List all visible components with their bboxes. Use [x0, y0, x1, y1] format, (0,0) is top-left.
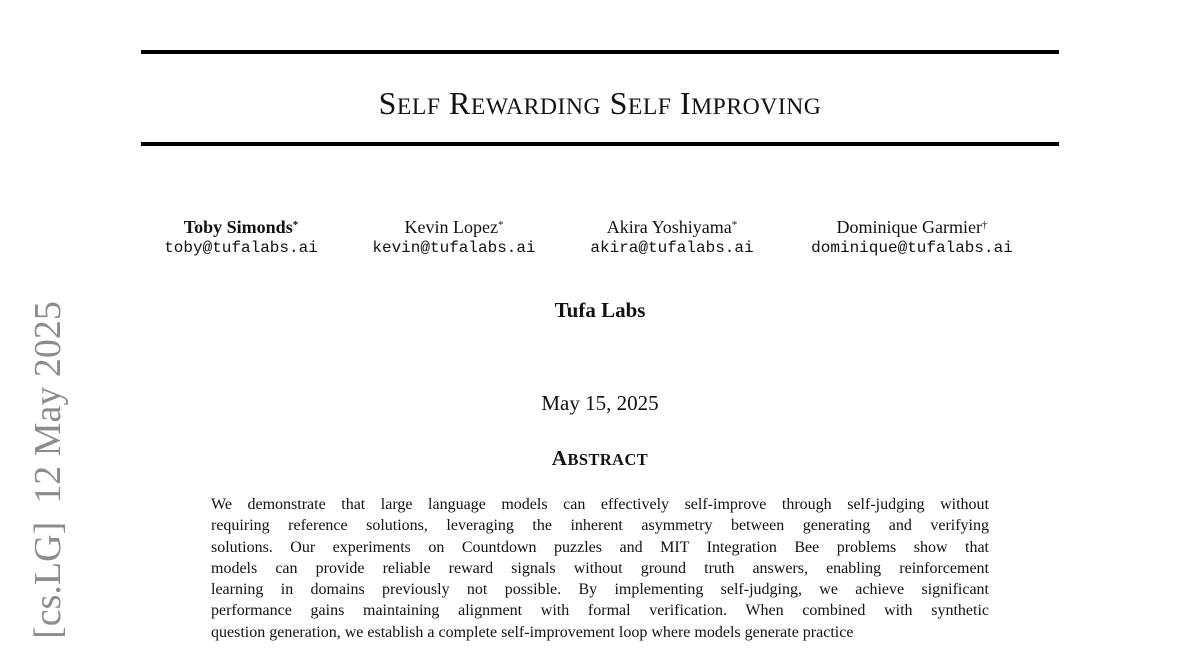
- abstract-line: models can provide reliable reward signals without ground truth answers, enabling reinforcement: [211, 559, 989, 577]
- title-word-4: IMPROVING: [679, 85, 822, 121]
- author-mark: *: [292, 219, 299, 231]
- author-mark: †: [981, 219, 988, 231]
- arxiv-date: 12 May 2025: [27, 301, 69, 504]
- author-name: Toby Simonds*: [183, 217, 299, 237]
- author-email: toby@tufalabs.ai: [164, 239, 318, 257]
- author-email: kevin@tufalabs.ai: [372, 239, 536, 257]
- author-name: Kevin Lopez*: [404, 217, 504, 237]
- author-mark: *: [731, 219, 738, 231]
- abstract-line: question generation, we establish a complete self-improvement loop where models generate practice: [211, 623, 854, 641]
- author-block: [552, 216, 792, 258]
- abstract-heading: ABSTRACT: [551, 446, 649, 470]
- paper-date: May 15, 2025: [541, 391, 659, 415]
- author-block: [792, 216, 1032, 258]
- title-word-1: SELF: [378, 85, 441, 121]
- author-block: [121, 216, 361, 258]
- arxiv-category: [cs.LG]: [27, 521, 69, 639]
- abstract-line: solutions. Our experiments on Countdown puzzles and MIT Integration Bee problems show that: [211, 538, 989, 556]
- abstract-body: [211, 494, 989, 643]
- abstract-line: requiring reference solutions, leveraging the inherent asymmetry between generating and verifying: [211, 517, 989, 535]
- author-block: [334, 216, 574, 258]
- author-mark: *: [497, 219, 504, 231]
- title-top-rule: [141, 50, 1059, 54]
- title-word-2: REWARDING: [449, 85, 602, 121]
- author-name: Dominique Garmier†: [836, 217, 988, 237]
- author-email: akira@tufalabs.ai: [590, 239, 754, 257]
- arxiv-side-stamp: [28, 301, 68, 639]
- title-word-3: SELF: [609, 85, 672, 121]
- author-email: dominique@tufalabs.ai: [811, 239, 1013, 257]
- paper-title: [141, 83, 1059, 127]
- title-bottom-rule: [141, 142, 1059, 146]
- abstract-line: learning in domains previously not possible. By implementing self-judging, we achieve significant: [211, 581, 989, 599]
- abstract-line: performance gains maintaining alignment with formal verification. When combined with synthetic: [211, 602, 989, 620]
- abstract-line: We demonstrate that large language models can effectively self-improve through self-judging without: [211, 496, 989, 513]
- author-name: Akira Yoshiyama*: [606, 217, 738, 237]
- affiliation: Tufa Labs: [554, 298, 646, 322]
